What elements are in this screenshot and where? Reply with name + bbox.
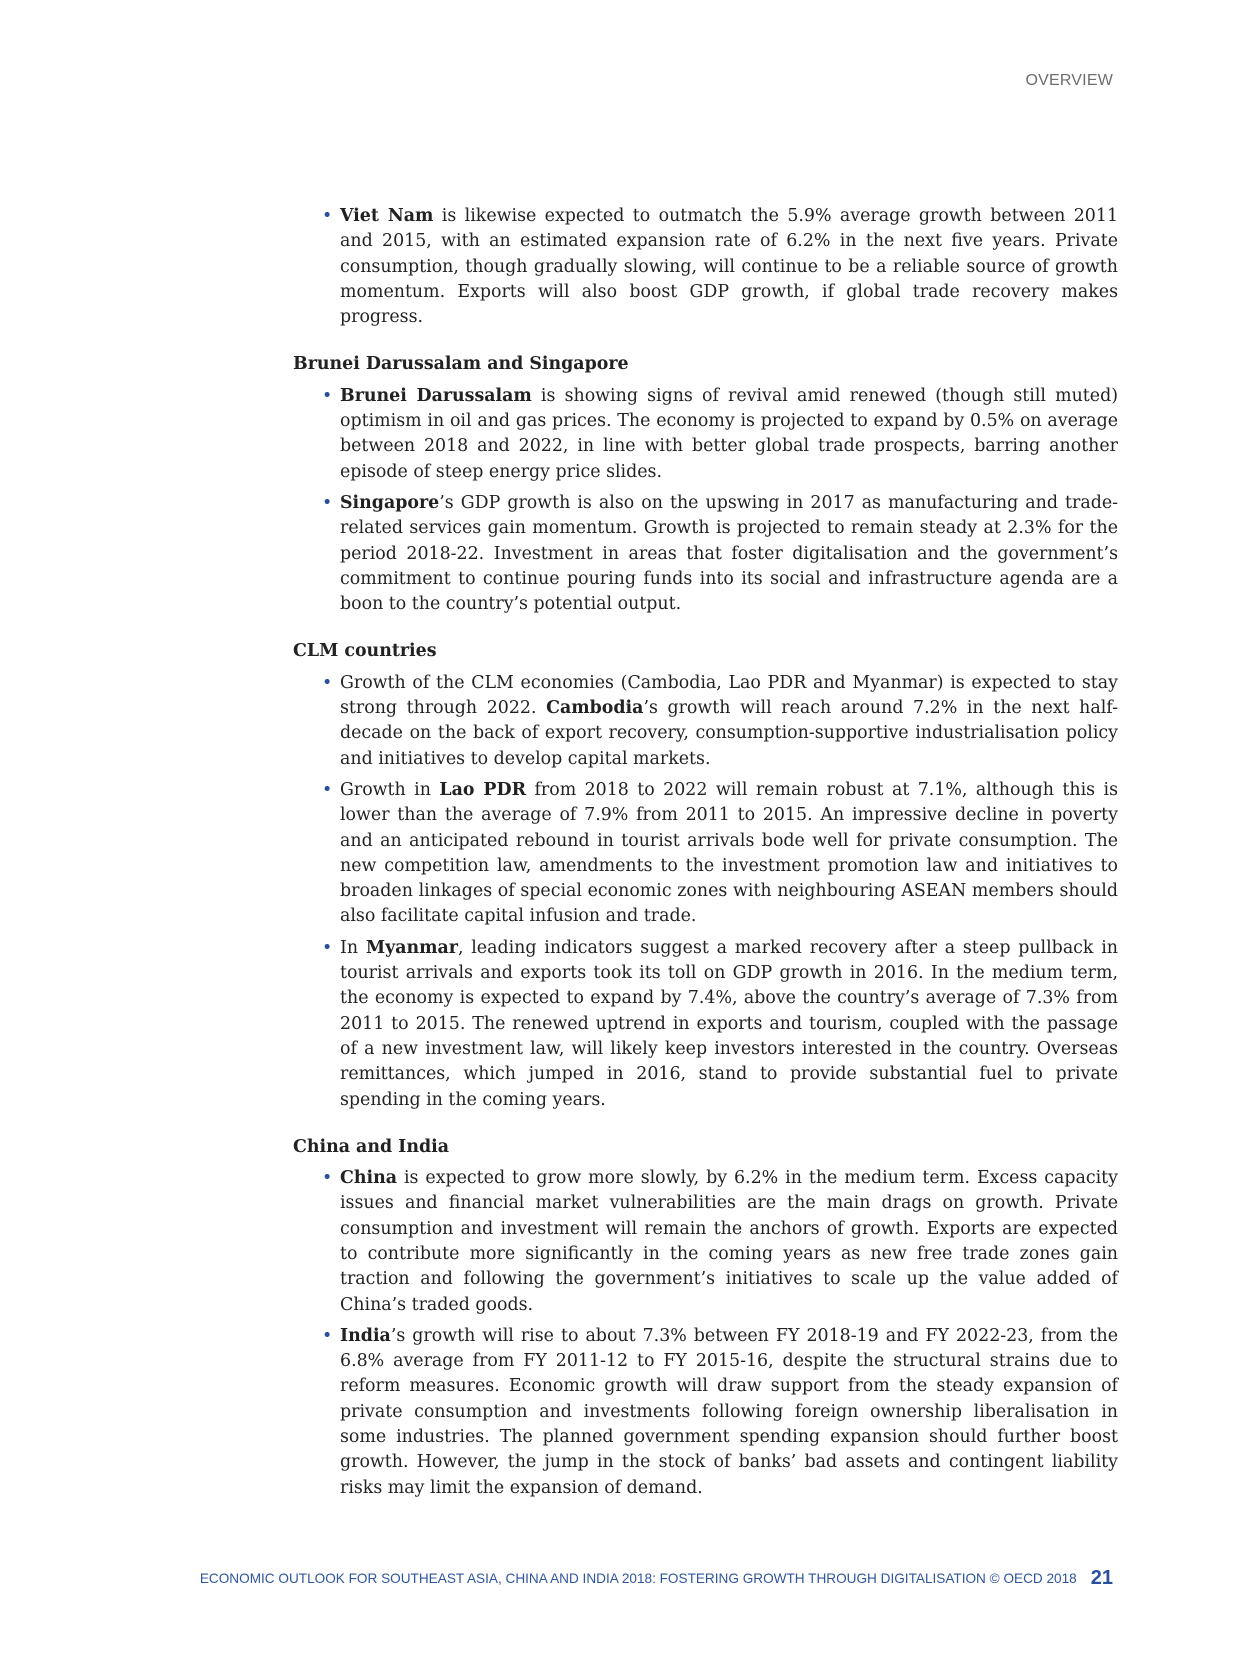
country-name: Singapore bbox=[340, 492, 440, 513]
country-name: China bbox=[340, 1168, 398, 1189]
page-body bbox=[293, 204, 1118, 1523]
footer-title: ECONOMIC OUTLOOK FOR SOUTHEAST ASIA, CHINA AND INDIA 2018: FOSTERING GROWTH THROUGH DIGITALISATION © OECD 2018 bbox=[199, 1571, 1077, 1586]
list-item bbox=[322, 491, 1118, 617]
bullet-icon: • bbox=[322, 385, 333, 406]
bullet-icon: • bbox=[322, 1168, 333, 1189]
country-name: Cambodia bbox=[546, 698, 644, 719]
country-name: Lao PDR bbox=[439, 779, 527, 800]
country-name: Myanmar bbox=[365, 937, 458, 958]
list-item bbox=[322, 671, 1118, 772]
paragraph-text: ’s growth will reach around 7.2% in the next half-decade on the back of export recovery, consumption-supportive industrialisation policy and initiatives to develop capital markets. bbox=[340, 698, 1118, 769]
section-china-india bbox=[293, 1135, 1118, 1501]
bullet-list bbox=[293, 671, 1118, 1113]
bullet-icon: • bbox=[322, 1325, 333, 1346]
paragraph-text: is expected to grow more slowly, by 6.2% in the medium term. Excess capacity issues and financial market vulnerabilities are the main drags on growth. Private consumption and investment will remain the anchors of growth. Exports are expected to contribute more significantly in the coming years as new free trade zones gain traction and following the government’s initiatives to scale up the value added of China’s traded goods. bbox=[340, 1168, 1118, 1315]
paragraph-text: In bbox=[340, 937, 366, 958]
bullet-list bbox=[293, 1166, 1118, 1501]
paragraph-text: from 2018 to 2022 will remain robust at 7.1%, although this is lower than the average of 7.9% from 2011 to 2015. An impressive decline in poverty and an anticipated rebound in tourist arrivals bode well for private consumption. The new competition law, amendments to the investment promotion law and initiatives to broaden linkages of special economic zones with neighbouring ASEAN members should also facilitate capital infusion and trade. bbox=[340, 779, 1119, 927]
list-item bbox=[322, 936, 1118, 1113]
list-item bbox=[322, 778, 1119, 930]
section-heading: China and India bbox=[293, 1136, 449, 1157]
bullet-icon: • bbox=[322, 672, 333, 693]
section-clm bbox=[293, 639, 1118, 1112]
paragraph-text: ’s GDP growth is also on the upswing in 2017 as manufacturing and trade-related services gain momentum. Growth is projected to remain steady at 2.3% for the period 2018-22. Investment in areas that foster digitalisation and the government’s commitment to continue pouring funds into its social and infrastructure agenda are a boon to the country’s potential output. bbox=[340, 492, 1118, 615]
list-item bbox=[322, 1166, 1118, 1318]
bullet-icon: • bbox=[322, 206, 333, 226]
paragraph-text: ’s growth will rise to about 7.3% between FY 2018-19 and FY 2022-23, from the 6.8% average from FY 2011-12 to FY 2015-16, despite the structural strains due to reform measures. Economic growth will draw support from the steady expansion of private consumption and investments following foreign ownership liberalisation in some industries. The planned government spending expansion should further boost growth. However, the jump in the stock of banks’ bad assets and contingent liability risks may limit the expansion of demand. bbox=[340, 1325, 1118, 1498]
bullet-icon: • bbox=[322, 937, 333, 958]
paragraph-text: Growth in bbox=[340, 779, 440, 800]
country-name: Viet Nam bbox=[340, 206, 434, 226]
section-heading: CLM countries bbox=[293, 641, 437, 662]
section-heading: Brunei Darussalam and Singapore bbox=[293, 354, 629, 375]
paragraph-text: is showing signs of revival amid renewed (though still muted) optimism in oil and gas prices. The economy is projected to expand by 0.5% on average between 2018 and 2022, in line with better global trade prospects, barring another episode of steep energy price slides. bbox=[340, 385, 1118, 482]
country-name: India bbox=[340, 1325, 391, 1346]
paragraph-text: Growth of the CLM economies (Cambodia, Lao PDR and Myanmar) is expected to stay strong through 2022. bbox=[340, 672, 1118, 719]
section-brunei-singapore bbox=[293, 352, 1118, 617]
country-name: Brunei Darussalam bbox=[340, 385, 532, 406]
section-vietnam bbox=[293, 204, 1118, 330]
paragraph-text: , leading indicators suggest a marked recovery after a steep pullback in tourist arrivals and exports took its toll on GDP growth in 2016. In the medium term, the economy is expected to expand by 7.4%, above the country’s average of 7.3% from 2011 to 2015. The renewed uptrend in exports and tourism, coupled with the passage of a new investment law, will likely keep investors interested in the country. Overseas remittances, which jumped in 2016, stand to provide substantial fuel to private spending in the coming years. bbox=[340, 937, 1118, 1110]
page-footer bbox=[180, 1567, 1113, 1590]
running-header: OVERVIEW bbox=[1025, 72, 1113, 89]
list-item bbox=[322, 1324, 1118, 1501]
list-item bbox=[322, 384, 1118, 485]
list-item bbox=[322, 204, 1119, 330]
bullet-list bbox=[293, 204, 1118, 330]
page-number: 21 bbox=[1090, 1567, 1113, 1589]
bullet-list bbox=[293, 384, 1118, 618]
bullet-icon: • bbox=[322, 492, 333, 513]
paragraph-text: is likewise expected to outmatch the 5.9% average growth between 2011 and 2015, with an estimated expansion rate of 6.2% in the next five years. Private consumption, though gradually slowing, will continue to be a reliable source of growth momentum. Exports will also boost GDP growth, if global trade recovery makes progress. bbox=[340, 206, 1119, 328]
bullet-icon: • bbox=[322, 779, 333, 800]
